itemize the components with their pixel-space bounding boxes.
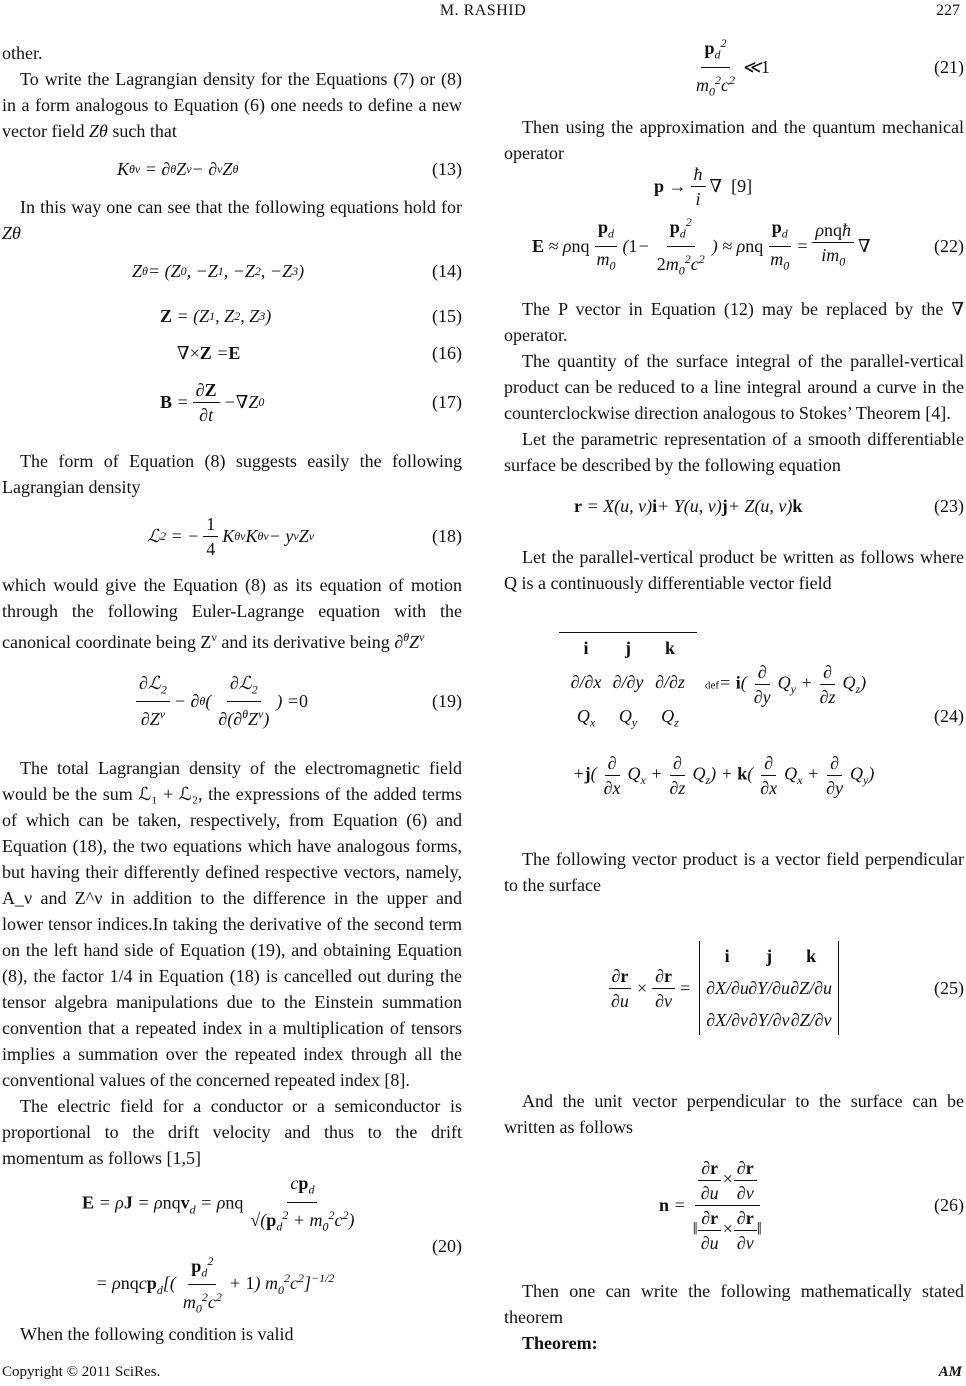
- equation-17: B = $\frac{\partial Z}{\partial t}$ − ∇ Z 0 (17): [160, 379, 462, 425]
- equation-number: (19): [432, 691, 462, 711]
- quantum-operator: p → $\frac{ħ}{i}$ ∇ [9]: [654, 163, 753, 209]
- paragraph: The following vector product is a vector field perpendicular to the surface: [504, 849, 964, 895]
- paragraph: Then one can write the following mathematically stated theorem: [504, 1281, 964, 1327]
- paragraph: [2, 194, 462, 246]
- paragraph-text: such that: [112, 121, 177, 141]
- equation-15: Z = (Z 1 , Z 2 , Z 3 ) (15): [2, 296, 462, 336]
- paragraph: The form of Equation (8) suggests easily the following Lagrangian density: [2, 451, 462, 497]
- equation-number: (25): [934, 978, 964, 998]
- equation-number: (13): [432, 159, 462, 179]
- equation-19: $\frac{\partial ℒ_2}{\partial Z^\nu}$ − ∂ θ ( $\frac{\partial ℒ_2}{\partial(\partial^\theta Z^\nu)}$ ) = 0 (19): [2, 655, 462, 747]
- equation-24: i j k ∂/∂x ∂/∂y ∂/∂z $Q_x$ $Q_y$ $Q_z$ def= i( $\frac{\partial}{\partial y}$ $Q_y$ + $\frac{\partial}{\partial z}$ $Q_z$) +j( $\frac{\partial}{\partial x}$ $Q_x$ + $\frac{\partial}{\partial z}$ $Q_z) + k$( $\frac{\partial}{\partial x}$ $Q_x$ + $\frac{\partial}{\partial y}$ $Q_y$) (24): [504, 596, 964, 836]
- equation-number: (20): [432, 1236, 462, 1256]
- equation-18: ℒ 2 = − $\frac{1}{4}$ K θν K θν − y ν Z ν (18): [147, 513, 462, 559]
- paragraph: which would give the Equation (8) as its equation of motion through the following Euler-Lagrange equation with the canonical coordinate being $Z^\nu$ and its derivative being $\partial^\theta Z^\nu$: [2, 575, 462, 652]
- page-footer: [2, 1364, 964, 1381]
- equation-number: (16): [432, 343, 462, 363]
- inline-math: Zθ: [88, 121, 108, 141]
- equation-number: (14): [432, 261, 462, 281]
- paragraph-text: To write the Lagrangian density for the Equations (7) or (8) in a form analogous to Equation (6) one needs to define a new vector field: [2, 69, 462, 141]
- equation-number: (18): [432, 526, 462, 546]
- right-column: [504, 32, 964, 1356]
- paragraph: And the unit vector perpendicular to the surface can be written as follows: [504, 1091, 964, 1137]
- equation-number: (17): [432, 392, 462, 412]
- equation-21: $\frac{p_d^2}{m_0^2c^2}$ ≪ 1 (21): [504, 32, 964, 102]
- paragraph: Let the parametric representation of a smooth differentiable surface be described by the following equation: [504, 429, 964, 475]
- equation-26: n = $\frac{\partial r}{\partial u}$ × $\frac{\partial r}{\partial v}$ ‖ $\frac{\partial r}{\partial u}$ × $\frac{\partial r}{\partial v}$ ‖ (26): [659, 1157, 964, 1253]
- equation-25: $\frac{\partial r}{\partial u}$ × $\frac{\partial r}{\partial v}$ = i j k ∂X/∂u ∂Y/∂u ∂Z/∂u ∂X/∂v ∂Y/∂v ∂Z/∂v (25): [504, 898, 964, 1078]
- page-number: 227: [936, 2, 960, 19]
- left-column: [2, 40, 462, 1347]
- paragraph: The total Lagrangian density of the electromagnetic field would be the sum ℒ₁ + ℒ₂, the expressions of the added terms of which can be taken, respectively, from Equation (6) and Equation (18), the two equations which have analogous forms, but having their differently defined respective vectors, namely, A_ν and Z^ν in addition to the difference in the upper and lower tensor indices.In taking the derivative of the second term on the left hand side of Equation (19), and obtaining Equation (8), the factor 1/4 in Equation (18) is cancelled out during the tensor algebra manipulations due to the Einstein summation convention that a repeated index in a multiplication of tensors implies a summation over the repeated index through all the conventional values of the concerned repeated index [8].: [2, 758, 462, 1090]
- paragraph: Let the parallel-vertical product be written as follows where Q is a continuously differentiable vector field: [504, 547, 964, 593]
- paragraph: The quantity of the surface integral of the parallel-vertical product can be reduced to a line integral around a curve in the counterclockwise direction analogous to Stokes’ Theorem [4].: [504, 351, 964, 423]
- equation-13: K θν = ∂ θ Z ν − ∂ ν Z θ (13): [2, 144, 462, 194]
- paragraph: [2, 66, 462, 144]
- paragraph: other.: [2, 43, 43, 63]
- equation-number: (24): [934, 706, 964, 726]
- paragraph: Then using the approximation and the quantum mechanical operator: [504, 117, 964, 163]
- equation-16: ∇× Z = E (16): [2, 336, 462, 370]
- paragraph-text: In this way one can see that the following equations hold for: [20, 197, 462, 217]
- equation-number: (26): [934, 1195, 964, 1215]
- equation-14: Z θ = (Z 0 , −Z 1 , −Z 2 , −Z 3 ) (14): [2, 246, 462, 296]
- theorem-heading: Theorem:: [522, 1333, 598, 1353]
- equation-22: E ≈ ρ nq $\frac{p_d}{m_0}$ ( 1 − $\frac{p_d^2}{2m_0^2c^2}$ ) ≈ ρ nq $\frac{p_d}{m_0}$ = $\frac{\text{ρnqħ}}{im_0}$ ∇ (22): [504, 206, 964, 286]
- paragraph-text: and its derivative being: [221, 632, 390, 652]
- running-header-author: M. RASHID: [439, 2, 527, 19]
- paragraph: The electric field for a conductor or a semiconductor is proportional to the drift velocity and thus to the drift momentum as follows [1,5]: [2, 1096, 462, 1168]
- equation-number: (22): [934, 236, 964, 256]
- equation-number: (23): [934, 496, 964, 516]
- equation-number: (21): [934, 57, 964, 77]
- journal-abbrev: AM: [938, 1364, 962, 1380]
- paragraph-text: which would give the Equation (8) as its equation of motion through the following Euler-Lagrange equation with the canonical coordinate being Z: [2, 575, 462, 652]
- equation-20: E = ρJ = ρnqv$_d$ = ρnq $\frac{cp_d}{√(p_d^2 + m_0^2c^2)}$ = ρnqcp$_d$[( $\frac{p_d^2}{m_0^2c^2}$ + 1) $m_0^2c^2]^{-1/2}$ (20): [82, 1173, 462, 1316]
- paragraph: The P vector in Equation (12) may be replaced by the ∇ operator.: [504, 299, 964, 345]
- citation: [9]: [731, 176, 753, 196]
- inline-math: Zθ: [2, 223, 21, 243]
- paragraph: When the following condition is valid: [20, 1324, 294, 1344]
- copyright-notice: Copyright © 2011 SciRes.: [2, 1364, 161, 1380]
- equation-number: (15): [432, 306, 462, 326]
- equation-23: r = X(u, v) i + Y(u, v) j + Z(u, v) k (23): [504, 478, 964, 534]
